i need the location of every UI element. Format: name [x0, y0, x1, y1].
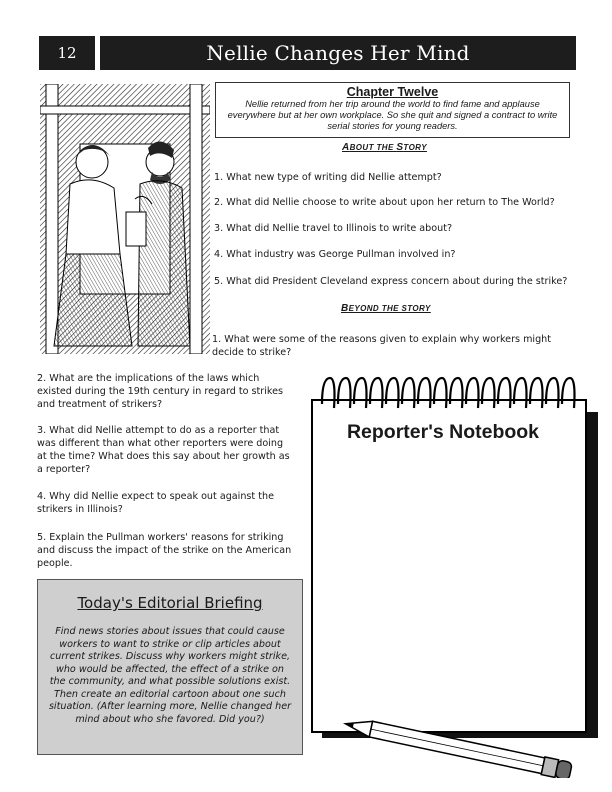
about-heading-cap2: S [396, 142, 404, 153]
about-question-1: 1. What new type of writing did Nellie attempt? [214, 172, 442, 183]
about-question-3: 3. What did Nellie travel to Illinois to write about? [214, 223, 453, 234]
about-heading-rest1: BOUT THE [349, 143, 397, 152]
beyond-the-story-heading [341, 303, 431, 314]
beyond-heading-first: B [341, 303, 349, 314]
about-heading-rest2: TORY [403, 143, 427, 152]
notebook-title: Reporter's Notebook [346, 421, 540, 443]
beyond-question-2: 2. What are the implications of the laws which existed during the 19th century in regard to strikes and treatment of strikers? [37, 373, 284, 410]
about-question-4: 4. What industry was George Pullman involved in? [214, 249, 456, 260]
page-title: Nellie Changes Her Mind [100, 36, 576, 70]
nellie-illustration [40, 84, 210, 354]
beyond-question-1: 1. What were some of the reasons given to explain why workers might decide to strike? [212, 334, 552, 358]
about-the-story-heading [342, 142, 427, 153]
about-heading-first: A [342, 142, 350, 153]
chapter-title: Chapter Twelve [346, 85, 439, 99]
about-question-5: 5. What did President Cleveland express concern about during the strike? [214, 276, 568, 287]
beyond-question-4: 4. Why did Nellie expect to speak out against the strikers in Illinois? [37, 491, 274, 515]
beyond-heading-rest: EYOND THE STORY [348, 304, 431, 313]
chapter-box [215, 82, 570, 138]
beyond-question-5: 5. Explain the Pullman workers' reasons for striking and discuss the impact of the strike on the American people. [37, 532, 292, 569]
briefing-title: Today's Editorial Briefing [77, 594, 263, 612]
about-question-2: 2. What did Nellie choose to write about upon her return to The World? [214, 197, 555, 208]
chapter-summary: Nellie returned from her trip around the world to find fame and applause everywhere but at her own workplace. So she quit and signed a contract to write serial stories for young readers. [227, 99, 558, 131]
beyond-question-3: 3. What did Nellie attempt to do as a reporter that was different than what other reporters were doing at the time? What does this say about her growth as a reporter? [37, 425, 290, 475]
editorial-briefing-box [37, 579, 303, 755]
page-number: 12 [39, 36, 95, 70]
briefing-text: Find news stories about issues that could cause workers to want to strike or clip articles about current strikes. Discuss why workers might strike, who would be affected, the effect of a strike on the community, and what possible solutions exist. Then create an editorial cartoon about one such situation. (After learning more, Nellie changed her mind about who she favored. Did you?) [48, 626, 292, 725]
